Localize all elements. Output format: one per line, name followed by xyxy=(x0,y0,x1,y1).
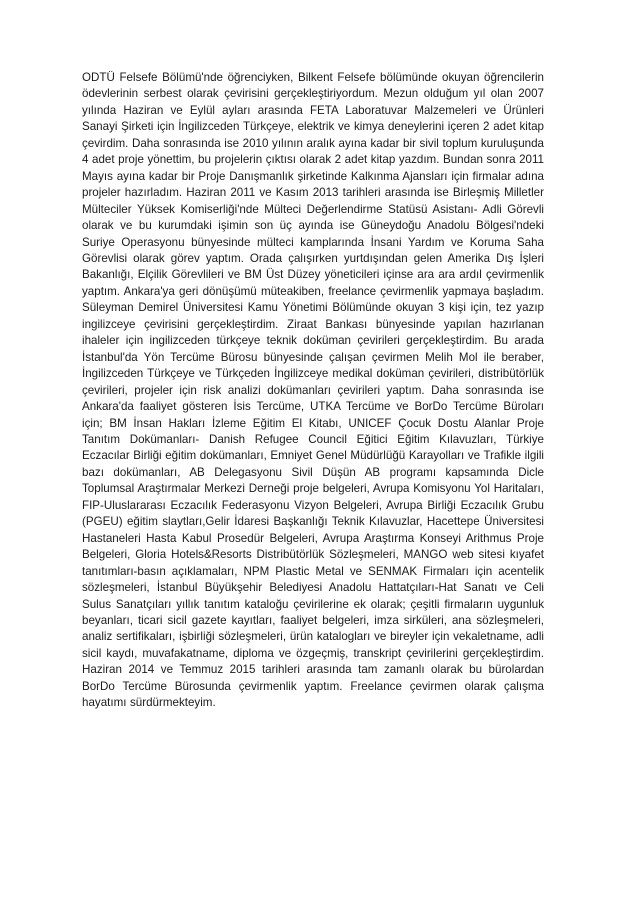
body-paragraph: ODTÜ Felsefe Bölümü'nde öğrenciyken, Bilkent Felsefe bölümünde okuyan öğrencilerin ödevlerinin serbest olarak çevirisini gerçekleştiriyordum. Mezun olduğum yıl olan 2007 yılında Haziran ve Eylül ayları arasında FETA Laboratuvar Malzemeleri ve Ürünleri Sanayi Şirketi için İngilizceden Türkçeye, elektrik ve kimya deneylerini içeren 2 adet kitap çevirdim. Daha sonrasında ise 2010 yılının aralık ayına kadar bir sivil toplum kuruluşunda 4 adet proje yönettim, bu projelerin çıktısı olarak 2 adet kitap yazdım. Bundan sonra 2011 Mayıs ayına kadar bir Proje Danışmanlık şirketinde Kalkınma Ajansları için firmalar adına projeler hazırladım. Haziran 2011 ve Kasım 2013 tarihleri arasında ise Birleşmiş Milletler Mülteciler Yüksek Komiserliği'nde Mülteci Değerlendirme Statüsü Asistanı- Adli Görevli olarak ve bu kurumdaki işimin son üç ayında ise Güneydoğu Anadolu Bölgesi'ndeki Suriye Operasyonu bünyesinde mülteci kamplarında İnsani Yardım ve Koruma Saha Görevlisi olarak görev yaptım. Orada çalışırken yurtdışından gelen Amerika Dış İşleri Bakanlığı, Elçilik Görevlileri ve BM Üst Düzey yöneticileri içinse ara ara ardıl çevirmenlik yaptım. Ankara'ya geri dönüşümü müteakiben, freelance çevirmenlik yapmaya başladım. Süleyman Demirel Üniversitesi Kamu Yönetimi Bölümünde okuyan 3 kişi için, tez yazıp ingilizceye çevirisini gerçekleştirdim. Ziraat Bankası bünyesinde yapılan hazırlanan ihaleler için ingilizceden türkçeye teknik doküman çevirileri gerçekleştirdim. Bu arada İstanbul'da Yön Tercüme Bürosu bünyesinde çalışan çevirmen Melih Mol ile beraber, İngilizceden Türkçeye ve Türkçeden İngilizceye medikal doküman çevirileri, distribütörlük çevirileri, projeler için risk analizi dokümanları çevirileri yaptım. Daha sonrasında ise Ankara'da faaliyet gösteren İsis Tercüme, UTKA Tercüme ve BorDo Tercüme Büroları için; BM İnsan Hakları İzleme Eğitim El Kitabı, UNICEF Çocuk Dostu Alanlar Proje Tanıtım Dokümanları- Danish Refugee Council Eğitici Eğitim Kılavuzları, Türkiye Eczacılar Birliği eğitim dokümanları, Emniyet Genel Müdürlüğü Karayolları ve Trafikle ilgili bazı dokümanları, AB Delegasyonu Sivil Düşün AB programı kapsamında Dicle Toplumsal Araştırmalar Merkezi Derneği proje belgeleri, Avrupa Komisyonu Yol Haritaları, FIP-Uluslararası Eczacılık Federasyonu Vizyon Belgeleri, Avrupa Birliği Eczacılık Grubu (PGEU) eğitim slaytları,Gelir İdaresi Başkanlığı Teknik Kılavuzlar, Hacettepe Üniversitesi Hastaneleri Hasta Kabul Prosedür Belgeleri, Avrupa Araştırma Konseyi Arithmus Proje Belgeleri, Gloria Hotels&Resorts Distribütörlük Sözleşmeleri, MANGO web sitesi kıyafet tanıtımları-basın açıklamaları, NPM Plastic Metal ve SENMAK Firmaları için acentelik sözleşmeleri, İstanbul Büyükşehir Belediyesi Anadolu Hattatçıları-Hat Sanatı ve Celi Sulus Sanatçıları yıllık tanıtım kataloğu çevirilerine ek olarak; çeşitli firmaların uygunluk beyanları, ticari sicil gazete kayıtları, faaliyet belgeleri, imza sirküleri, ana sözleşmeleri, analiz sertifikaları, işbirliği sözleşmeleri, ürün katalogları ve bireyler için vekaletname, adli sicil kaydı, muvafakatname, diploma ve özgeçmiş, transkript çevirilerini gerçekleştirdim. Haziran 2014 ve Temmuz 2015 tarihleri arasında tam zamanlı olarak bu bürolardan BorDo Tercüme Bürosunda çevirmenlik yaptım. Freelance çevirmen olarak çalışma hayatımı sürdürmekteyim. xyxy=(82,71,544,710)
